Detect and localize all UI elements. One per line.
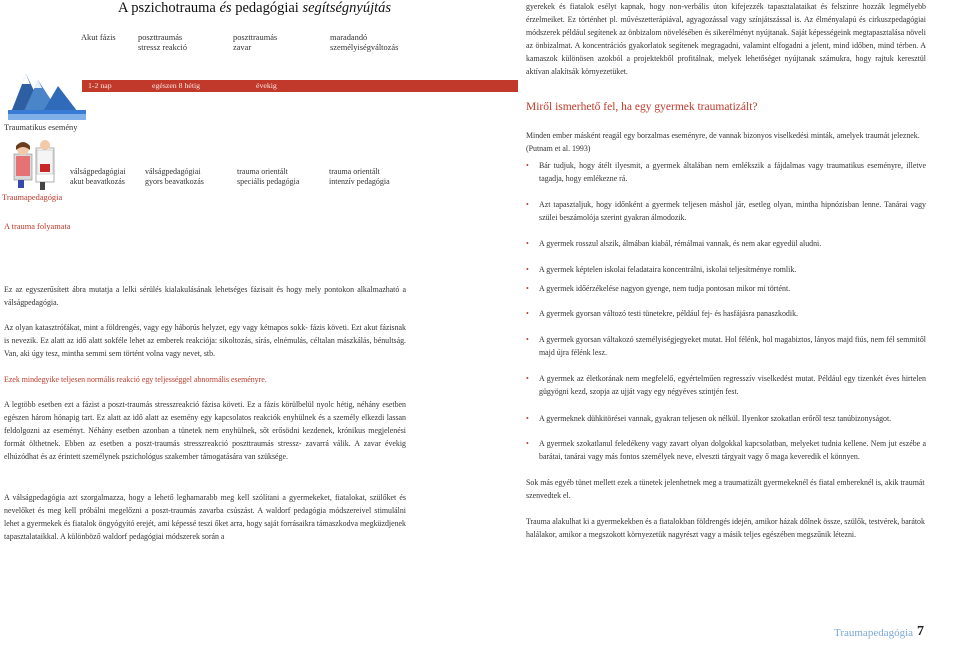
column-header-line: maradandó: [330, 33, 368, 42]
stage-intensive-pedagogy: [329, 167, 390, 187]
list-item-text: A gyermek gyorsan váltakozó személyiségjegyeket mutat. Hol félénk, hol magabiztos, lányos majd fiús, nem fél semmitől majd újra félénk lesz.: [539, 335, 926, 357]
column-header-line: személyiségváltozás: [330, 43, 399, 52]
symptom-list: [526, 159, 926, 185]
trauma-process-label: A trauma folyamata: [4, 222, 71, 231]
list-item-text: A gyermek az életkorának nem megfelelő, egyértelműen regresszív viselkedést mutat. Például egy tizenkét éves hirtelen gügyögni kezd, szopja az ujját vagy egy négyéves szintjén fest.: [539, 374, 926, 396]
list-item-text: A gyermek időérzékelése nagyon gyenge, nem tudja pontosan mikor mi történt.: [539, 284, 791, 293]
title-part: és: [219, 0, 232, 16]
symptom-list: [526, 333, 926, 359]
stage-line: intenzív pedagógia: [329, 177, 390, 186]
stage-acute-intervention: [70, 167, 126, 187]
timeline-label: egészen 8 hétig: [152, 81, 201, 90]
timeline-label: évekig: [256, 81, 277, 90]
stage-line: akut beavatkozás: [70, 177, 125, 186]
title-part: A pszichotrauma: [118, 0, 220, 16]
paragraph: A válságpedagógia azt szorgalmazza, hogy a lehető leghamarabb meg kell szólítani a gyermekeket, fiatalokat, szülőket és nevelőket és meg kell próbálni megelőzni a poszt-traumás zavarba csúszást. A waldorf pedagógia módszereivel stimulálni lehet a gyermekek és fiatalok öngyógyító erejét, ami képessé teszi őket arra, hogy saját forrásaikra támaszkodva megküzdjenek tapasztalataikkal. A különböző waldorf pedagógiai módszerek során a: [4, 493, 406, 541]
paragraph: A legtöbb esetben ezt a fázist a poszt-traumás stresszreakció fázisa követi. Ez a fázis körülbelül nyolc hétig, néhány esetben egészen három hónapig tart. Ez alatt az idő alatt az esemény egy kapcsolatos reakciók enyhülnek és a személy elkezdi lassan feldolgozni az eseményt. Néhány esetben azonban a tünetek nem enyhülnek, sőt erősödni kezdenek, krónikus megjelenési formát ölthetnek. Ebben az esetben a poszt-traumás stresszreakció poszttraumás stressz- zavarrá válik. A zavar évekig elhúzódhat és az érintett személynek pszichológus szakember támogatására van szüksége.: [4, 400, 406, 461]
list-item: • A gyermek képtelen iskolai feladataira koncentrálni, iskolai teljesítménye romlik.: [526, 265, 797, 274]
paragraph: Az olyan katasztrófákat, mint a földrengés, vagy egy háborús helyzet, egy vagy kétnapos sokk- fázis követi. Ezt akut fázisnak is nevezik. Ez alatt az idő alatt sokféle lehet az emberek reakciója: sikoltozás, sírás, elnémulás, céltalan mászkálás, bénultság. Van, aki úgy tesz, mintha semmi sem történt volna vagy nevet, stb.: [4, 323, 406, 358]
timeline-bar: [82, 80, 518, 92]
list-item-text: A gyermeknek dühkitörései vannak, gyakran teljesen ok nélkül. Ilyenkor szokatlan erőről tesz tanúbizonyságot.: [539, 414, 892, 423]
paragraph: Trauma alakulhat ki a gyermekekben és a fiatalokban földrengés idején, amikor házak dőlnek össze, szülők, testvérek, barátok halálakor, amikor a megszokott környezetük nagyrészt vagy a másik teljes egészében megszűnik létezni.: [526, 517, 925, 539]
column-header-line: poszttraumás: [233, 33, 278, 42]
list-item: • A gyermek gyorsan változó testi tünetekre, például fej- és hasfájásra panaszkodik.: [526, 309, 798, 318]
stage-line: trauma orientált: [237, 167, 288, 176]
symptom-list: [526, 372, 926, 398]
title-part: pedagógiai: [231, 0, 303, 16]
list-item-text: A gyermek rosszul alszik, álmában kiabál, rémálmai vannak, és nem akar egyedül aludni.: [539, 239, 822, 248]
paragraph: Sok más egyéb tünet mellett ezek a tünetek jelenhetnek meg a traumatizált gyermekeknél és fiatal embereknél is, akik traumát szenvedtek el.: [526, 478, 925, 500]
symptom-list: [526, 263, 926, 276]
teacher-child-illustration: [10, 140, 58, 190]
section-heading: Miről ismerhető fel, ha egy gyermek traumatizált?: [526, 101, 758, 113]
page-title: [118, 0, 391, 17]
page-number: 7: [917, 624, 924, 639]
paragraph: Minden ember másként reagál egy borzalmas eseményre, de vannak bizonyos viselkedési minták, amelyek traumát jeleznek. (Putnam et al. 1993): [526, 131, 920, 153]
list-item: • A gyermek szokatlanul feledékeny vagy zavart olyan dolgokkal kapcsolatban, melyeket tudnia kellene. Nem jut eszébe a barátai, tanárai vagy más fontos személyek neve, elveszti tárgyait vagy ő maga keveredik el könnyen.: [526, 439, 926, 461]
paragraph: gyerekek és fiatalok esélyt kapnak, hogy non-verbális úton kifejezzék tapasztalataikat és felszínre hozzák legmélyebb érzelmeiket. Ez történhet pl. művészetterápiával, agyagozással vagy színjátszással is. Az élményalapú és cirkuszpedagógiai módszerek például segítenek az önbizalom növelésében és sikerélményt nyújtanak. Saját képességeink megtapasztalása növeli az önbizalmat. A koncentrációs gyakorlatok segítenek megragadni, valamint elfogadni a jelent, mind időben, mind térben. A kamaszok különösen azokból a projektekből profitálnak, melyek lehetőséget nyújtanak számukra, hogy rajtuk keresztül aktívan alakítsák környezetüket.: [526, 2, 926, 76]
stage-line: gyors beavatkozás: [145, 177, 204, 186]
column-header-acute: [81, 33, 116, 43]
list-item: • A gyermek időérzékelése nagyon gyenge, nem tudja pontosan mikor mi történt.: [526, 284, 791, 293]
column-header-ptsr: [138, 33, 187, 53]
list-item: • A gyermek rosszul alszik, álmában kiabál, rémálmai vannak, és nem akar egyedül aludni.: [526, 239, 822, 248]
symptom-list: [526, 198, 926, 224]
symptom-list: [526, 412, 926, 425]
list-item-text: A gyermek szokatlanul feledékeny vagy zavart olyan dolgokkal kapcsolatban, melyeket tudnia kellene. Nem jut eszébe a barátai, tanárai vagy más fontos személyek neve, elveszti tárgyait vagy ő maga keveredik el könnyen.: [539, 439, 926, 461]
stage-line: válságpedagógiai: [145, 167, 201, 176]
list-item: • A gyermek az életkorának nem megfelelő, egyértelműen regresszív viselkedést mutat. Például egy tizenkét éves hirtelen gügyögni kezd, szopja az ujját vagy egy négyéves szintjén fest.: [526, 374, 926, 396]
traumapedagogy-label: Traumapedagógia: [2, 193, 63, 202]
stage-line: válságpedagógiai: [70, 167, 126, 176]
footer-title: Traumapedagógia: [834, 627, 914, 639]
paragraph: Ez az egyszerűsített ábra mutatja a lelki sérülés kialakulásának lehetséges fázisait és hogy mely pontokon alkalmazható a válságpedagógia.: [4, 285, 406, 307]
traumatic-event-label: Traumatikus esemény: [4, 123, 78, 132]
list-item-text: A gyermek képtelen iskolai feladataira koncentrálni, iskolai teljesítménye romlik.: [539, 265, 797, 274]
timeline-label: 1-2 nap: [88, 81, 112, 90]
symptom-list: [526, 437, 926, 463]
symptom-list: [526, 237, 926, 250]
list-item-text: A gyermek gyorsan változó testi tünetekre, például fej- és hasfájásra panaszkodik.: [539, 309, 798, 318]
list-item: • Bár tudjuk, hogy átélt ilyesmit, a gyermek általában nem emlékszik a fájdalmas vagy traumatikus eseményre, illetve tagadja, hogy emlékezne rá.: [526, 161, 926, 183]
column-header-line: zavar: [233, 43, 252, 52]
paragraph-highlight: Ezek mindegyike teljesen normális reakció egy teljességgel abnormális eseményre.: [4, 375, 267, 384]
column-header-line: poszttraumás: [138, 33, 183, 42]
list-item: • Azt tapasztaljuk, hogy időnként a gyermek teljesen máshol jár, esetleg olyan, mintha hipnózisban lenne. Tanárai vagy szülei beszámolója szerint gyakran álmodozik.: [526, 200, 926, 222]
title-part: segítségnyújtás: [302, 0, 392, 16]
column-header-ptsd: [233, 33, 277, 53]
symptom-list: [526, 282, 926, 295]
symptom-list: [526, 307, 926, 320]
stage-special-pedagogy: [237, 167, 299, 187]
landscape-illustration: [8, 66, 86, 120]
column-header-lasting: [330, 33, 398, 53]
list-item-text: Bár tudjuk, hogy átélt ilyesmit, a gyermek általában nem emlékszik a fájdalmas vagy traumatikus eseményre, illetve tagadja, hogy emlékezne rá.: [539, 161, 926, 183]
list-item: • A gyermek gyorsan váltakozó személyiségjegyeket mutat. Hol félénk, hol magabiztos, lányos majd fiús, nem fél semmitől majd újra félénk lesz.: [526, 335, 926, 357]
stage-line: speciális pedagógia: [237, 177, 300, 186]
list-item-text: Azt tapasztaljuk, hogy időnként a gyermek teljesen máshol jár, esetleg olyan, mintha hipnózisban lenne. Tanárai vagy szülei beszámolója szerint gyakran álmodozik.: [539, 200, 926, 222]
list-item: • A gyermeknek dühkitörései vannak, gyakran teljesen ok nélkül. Ilyenkor szokatlan erőről tesz tanúbizonyságot.: [526, 414, 892, 423]
stage-line: trauma orientált: [329, 167, 380, 176]
column-header-line: Akut fázis: [81, 33, 116, 42]
stage-rapid-intervention: [145, 167, 204, 187]
column-header-line: stressz reakció: [138, 43, 188, 52]
